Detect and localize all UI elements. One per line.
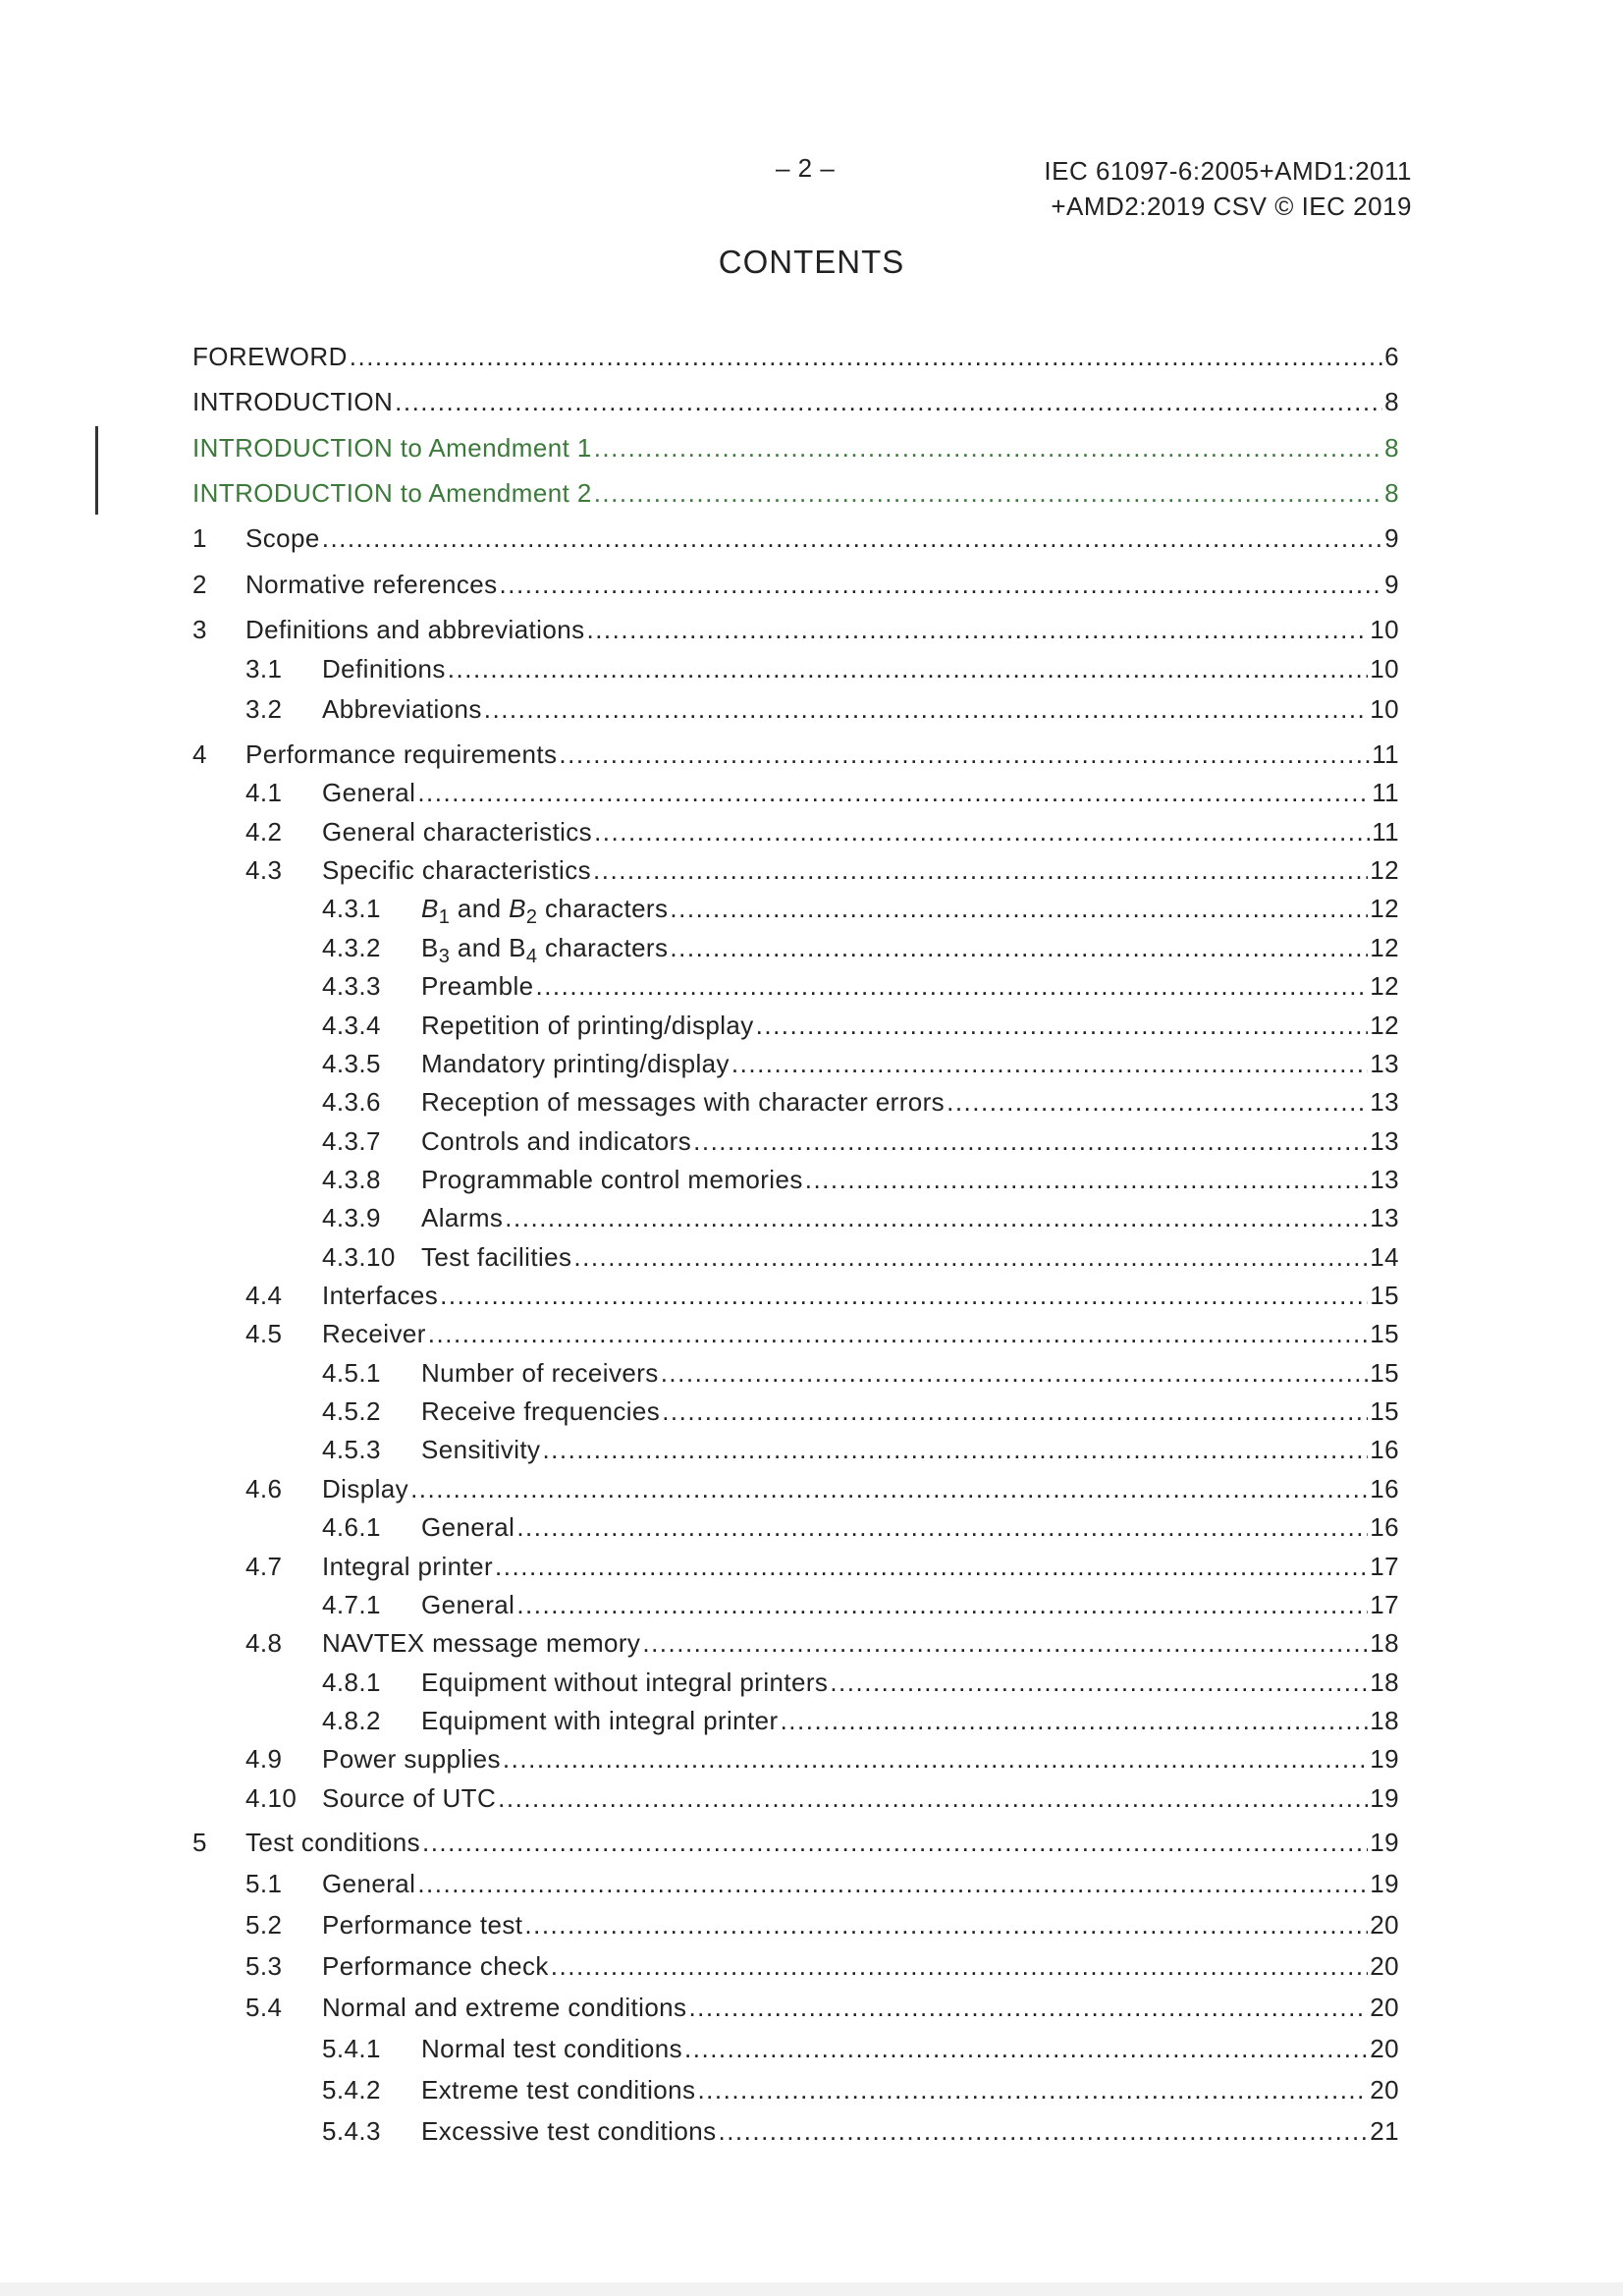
toc-entry-number: 4.6.1	[322, 1512, 381, 1542]
toc-entry-number: 5.4.3	[322, 2116, 381, 2146]
toc-entry[interactable]	[245, 1948, 1399, 1984]
toc-dot-leader	[505, 1200, 1368, 1235]
toc-dot-leader	[731, 1046, 1368, 1081]
toc-entry-title: Equipment without integral printers	[421, 1667, 829, 1697]
toc-dot-leader	[524, 1907, 1368, 1942]
toc-entry-number: 4.3.8	[322, 1165, 381, 1194]
toc-entry[interactable]	[245, 1907, 1399, 1942]
toc-entry[interactable]	[245, 1866, 1399, 1901]
toc-entry-title: Integral printer	[322, 1552, 494, 1581]
toc-entry-title: Controls and indicators	[421, 1126, 692, 1156]
toc-entry-title: General	[421, 1512, 515, 1542]
toc-dot-leader	[503, 1741, 1368, 1777]
toc-entry[interactable]	[322, 1123, 1399, 1159]
change-bar	[95, 426, 98, 515]
toc-entry-number: 4.1	[245, 778, 283, 807]
toc-entry[interactable]	[322, 1200, 1399, 1235]
contents-title: CONTENTS	[718, 244, 905, 280]
toc-entry[interactable]	[322, 1432, 1399, 1467]
toc-entry-page: 12	[1370, 933, 1399, 962]
toc-entry-number: 4.5.2	[322, 1396, 381, 1426]
toc-dot-leader	[500, 567, 1383, 602]
toc-entry-title: Receiver	[322, 1319, 426, 1348]
toc-dot-leader	[410, 1471, 1368, 1506]
toc-entry-page: 10	[1370, 615, 1399, 644]
toc-entry[interactable]	[322, 2113, 1399, 2149]
toc-entry-number: 4.8.1	[322, 1667, 381, 1697]
toc-entry-number: 4.3.7	[322, 1126, 381, 1156]
toc-entry-number: 4.3.10	[322, 1242, 396, 1272]
toc-entry[interactable]	[322, 1665, 1399, 1700]
toc-dot-leader	[559, 737, 1370, 772]
toc-dot-leader	[594, 814, 1370, 849]
toc-dot-leader	[684, 2031, 1368, 2066]
toc-entry-title: Scope	[245, 523, 320, 553]
toc-dot-leader	[642, 1625, 1368, 1661]
toc-dot-leader	[688, 1990, 1368, 2025]
toc-entry-page: 15	[1370, 1281, 1399, 1310]
toc-entry-page: 15	[1370, 1396, 1399, 1426]
toc-dot-leader	[350, 339, 1382, 374]
toc-entry[interactable]	[322, 2031, 1399, 2066]
toc-entry[interactable]	[322, 1046, 1399, 1081]
toc-dot-leader	[448, 651, 1368, 686]
toc-entry-title: NAVTEX message memory	[322, 1628, 641, 1658]
toc-dot-leader	[542, 1432, 1368, 1467]
toc-entry-title: Performance requirements	[245, 739, 558, 769]
toc-entry-number: 4.8	[245, 1628, 283, 1658]
toc-entry-page: 17	[1370, 1552, 1399, 1581]
toc-entry-page: 16	[1370, 1435, 1399, 1464]
toc-entry-page: 15	[1370, 1319, 1399, 1348]
toc-entry-title: Reception of messages with character errors	[421, 1087, 946, 1117]
toc-entry-number: 4	[192, 739, 207, 769]
toc-entry-page: 12	[1370, 894, 1399, 923]
toc-entry-title: Definitions and abbreviations	[245, 615, 585, 644]
toc-entry-title: Test conditions	[245, 1828, 420, 1857]
toc-dot-leader	[417, 775, 1370, 810]
toc-entry-page: 11	[1372, 817, 1399, 847]
toc-entry[interactable]	[245, 1990, 1399, 2025]
toc-entry-number: 4.10	[245, 1783, 298, 1813]
toc-entry-page: 15	[1370, 1358, 1399, 1388]
toc-entry-page: 13	[1370, 1049, 1399, 1078]
toc-dot-leader	[422, 1825, 1368, 1860]
toc-entry-number: 4.3.4	[322, 1011, 381, 1040]
toc-dot-leader	[697, 2072, 1368, 2107]
toc-entry-page: 9	[1384, 570, 1399, 599]
toc-dot-leader	[516, 1509, 1368, 1545]
toc-entry[interactable]	[322, 1162, 1399, 1197]
toc-entry-title: Interfaces	[322, 1281, 439, 1310]
toc-entry[interactable]	[322, 1239, 1399, 1275]
toc-entry-title: Normal and extreme conditions	[322, 1993, 687, 2022]
toc-dot-leader	[594, 430, 1382, 465]
toc-entry-number: 3.2	[245, 694, 283, 724]
toc-entry-title: Source of UTC	[322, 1783, 497, 1813]
toc-dot-leader	[322, 520, 1382, 556]
toc-entry-title: Equipment with integral printer	[421, 1706, 779, 1735]
toc-entry-number: 4.3.1	[322, 894, 381, 923]
document-reference-line-2: +AMD2:2019 CSV © IEC 2019	[1051, 191, 1412, 221]
toc-entry[interactable]	[322, 1084, 1399, 1120]
document-reference	[1044, 153, 1412, 224]
toc-entry-title: Repetition of printing/display	[421, 1011, 754, 1040]
toc-entry-title: Alarms	[421, 1203, 504, 1232]
toc-dot-leader	[661, 1355, 1369, 1391]
toc-entry-page: 17	[1370, 1590, 1399, 1619]
toc-dot-leader	[498, 1780, 1368, 1816]
toc-entry-title: Display	[322, 1474, 409, 1503]
toc-dot-leader	[670, 930, 1368, 965]
toc-entry[interactable]	[192, 1825, 1399, 1860]
toc-entry-page: 20	[1370, 2075, 1399, 2105]
toc-entry-page: 12	[1370, 855, 1399, 885]
toc-entry[interactable]	[322, 1703, 1399, 1738]
toc-entry[interactable]	[322, 1008, 1399, 1043]
toc-entry[interactable]	[322, 1355, 1399, 1391]
toc-entry[interactable]	[322, 968, 1399, 1004]
toc-entry-title: Normative references	[245, 570, 498, 599]
toc-entry-title: Number of receivers	[421, 1358, 659, 1388]
toc-entry[interactable]	[192, 737, 1399, 772]
toc-entry-title: Performance check	[322, 1951, 549, 1981]
toc-entry-page: 13	[1370, 1126, 1399, 1156]
toc-entry-title: General	[421, 1590, 515, 1619]
toc-entry-title: INTRODUCTION	[192, 387, 394, 416]
toc-entry-title: General characteristics	[322, 817, 593, 847]
toc-entry-title: Normal test conditions	[421, 2034, 683, 2063]
toc-entry-title: General	[322, 778, 416, 807]
toc-entry-page: 6	[1384, 342, 1399, 371]
toc-entry-page: 20	[1370, 1993, 1399, 2022]
page-number: – 2 –	[776, 153, 836, 183]
toc-entry-page: 13	[1370, 1165, 1399, 1194]
toc-entry-page: 19	[1370, 1783, 1399, 1813]
toc-entry-title: Definitions	[322, 654, 446, 683]
toc-entry[interactable]	[322, 930, 1399, 968]
toc-entry[interactable]	[245, 1625, 1399, 1661]
toc-entry[interactable]	[245, 814, 1399, 849]
toc-entry-title: Test facilities	[421, 1242, 572, 1272]
toc-entry[interactable]	[192, 475, 1399, 511]
toc-entry-page: 11	[1372, 778, 1399, 807]
toc-entry-number: 4.3.5	[322, 1049, 381, 1078]
toc-entry-title: Extreme test conditions	[421, 2075, 696, 2105]
toc-entry-title: Excessive test conditions	[421, 2116, 717, 2146]
toc-entry-page: 18	[1370, 1667, 1399, 1697]
toc-entry-number: 4.7	[245, 1552, 283, 1581]
toc-entry-number: 4.3	[245, 855, 283, 885]
toc-entry-title: Receive frequencies	[421, 1396, 661, 1426]
toc-entry-number: 4.5	[245, 1319, 283, 1348]
toc-entry-title: Specific characteristics	[322, 855, 592, 885]
toc-entry-number: 4.3.2	[322, 933, 381, 962]
toc-dot-leader	[573, 1239, 1368, 1275]
toc-entry-page: 21	[1370, 2116, 1399, 2146]
toc-entry-title: Performance test	[322, 1910, 523, 1940]
toc-entry-title: Preamble	[421, 971, 534, 1001]
toc-dot-leader	[428, 1316, 1368, 1351]
toc-entry[interactable]	[192, 567, 1399, 602]
toc-entry-page: 16	[1370, 1512, 1399, 1542]
toc-dot-leader	[516, 1587, 1368, 1622]
toc-entry[interactable]	[322, 1587, 1399, 1622]
toc-entry-title: General	[322, 1869, 416, 1898]
toc-entry[interactable]	[245, 1549, 1399, 1584]
toc-entry-page: 19	[1370, 1828, 1399, 1857]
toc-entry-number: 4.9	[245, 1744, 283, 1774]
toc-entry-number: 5.4.1	[322, 2034, 381, 2063]
toc-dot-leader	[551, 1948, 1368, 1984]
toc-entry-title: INTRODUCTION to Amendment 1	[192, 433, 592, 463]
toc-entry-title: Mandatory printing/display	[421, 1049, 730, 1078]
toc-entry-title: $B_3$ and $B_4$ characters	[421, 933, 669, 968]
toc-entry[interactable]	[245, 1316, 1399, 1351]
toc-entry-number: 5.2	[245, 1910, 283, 1940]
toc-entry-page: 14	[1370, 1242, 1399, 1272]
toc-entry-number: 3	[192, 615, 207, 644]
toc-entry[interactable]	[245, 775, 1399, 810]
toc-entry-number: 5	[192, 1828, 207, 1857]
toc-entry[interactable]	[192, 384, 1399, 419]
toc-entry[interactable]	[192, 612, 1399, 647]
toc-entry-number: 4.3.6	[322, 1087, 381, 1117]
toc-entry-title: Power supplies	[322, 1744, 501, 1774]
toc-dot-leader	[593, 852, 1368, 888]
toc-entry-title: Sensitivity	[421, 1435, 541, 1464]
toc-entry-page: 19	[1370, 1869, 1399, 1898]
toc-entry-page: 12	[1370, 1011, 1399, 1040]
toc-entry-number: 4.7.1	[322, 1590, 381, 1619]
toc-dot-leader	[756, 1008, 1369, 1043]
toc-dot-leader	[484, 691, 1369, 727]
toc-entry-page: 8	[1384, 387, 1399, 416]
toc-entry-page: 8	[1384, 433, 1399, 463]
toc-entry-number: 4.2	[245, 817, 283, 847]
toc-entry-number: 4.6	[245, 1474, 283, 1503]
toc-entry-page: 19	[1370, 1744, 1399, 1774]
toc-entry-number: 2	[192, 570, 207, 599]
toc-entry-page: 20	[1370, 1951, 1399, 1981]
toc-entry-page: 12	[1370, 971, 1399, 1001]
toc-entry-title: INTRODUCTION to Amendment 2	[192, 478, 592, 508]
toc-entry-number: 4.3.3	[322, 971, 381, 1001]
toc-entry-number: 4.8.2	[322, 1706, 381, 1735]
toc-entry[interactable]	[245, 1278, 1399, 1313]
toc-dot-leader	[417, 1866, 1368, 1901]
toc-entry-page: 18	[1370, 1628, 1399, 1658]
toc-dot-leader	[805, 1162, 1369, 1197]
toc-dot-leader	[670, 891, 1368, 926]
toc-entry[interactable]	[192, 430, 1399, 465]
toc-entry-number: 4.5.1	[322, 1358, 381, 1388]
toc-dot-leader	[693, 1123, 1368, 1159]
toc-entry[interactable]	[245, 691, 1399, 727]
toc-entry-number: 5.1	[245, 1869, 283, 1898]
toc-entry[interactable]	[192, 520, 1399, 556]
toc-entry-page: 16	[1370, 1474, 1399, 1503]
toc-entry-page: 20	[1370, 2034, 1399, 2063]
toc-entry[interactable]	[322, 891, 1399, 929]
toc-entry-title: FOREWORD	[192, 342, 348, 371]
toc-entry-number: 5.3	[245, 1951, 283, 1981]
document-reference-line-1: IEC 61097-6:2005+AMD1:2011	[1044, 156, 1412, 186]
toc-dot-leader	[830, 1665, 1368, 1700]
toc-entry[interactable]	[245, 1471, 1399, 1506]
toc-entry[interactable]	[245, 1741, 1399, 1777]
toc-dot-leader	[535, 968, 1368, 1004]
toc-entry[interactable]	[322, 1509, 1399, 1545]
toc-entry[interactable]	[322, 2072, 1399, 2107]
toc-entry[interactable]	[322, 1394, 1399, 1429]
toc-dot-leader	[662, 1394, 1368, 1429]
toc-entry[interactable]	[245, 852, 1399, 888]
toc-entry-page: 11	[1372, 739, 1399, 769]
toc-entry-number: 1	[192, 523, 207, 553]
toc-dot-leader	[718, 2113, 1368, 2149]
bottom-band	[0, 2282, 1623, 2296]
toc-entry-page: 13	[1370, 1087, 1399, 1117]
toc-entry-number: 4.4	[245, 1281, 283, 1310]
toc-entry-number: 4.3.9	[322, 1203, 381, 1232]
toc-dot-leader	[586, 612, 1368, 647]
toc-entry-number: 5.4	[245, 1993, 283, 2022]
toc-entry-page: 18	[1370, 1706, 1399, 1735]
toc-dot-leader	[947, 1084, 1368, 1120]
toc-entry-page: 10	[1370, 694, 1399, 724]
toc-entry-title: Abbreviations	[322, 694, 482, 724]
toc-dot-leader	[440, 1278, 1368, 1313]
toc-dot-leader	[594, 475, 1382, 511]
toc-entry[interactable]	[245, 651, 1399, 686]
toc-entry-number: 5.4.2	[322, 2075, 381, 2105]
toc-dot-leader	[495, 1549, 1368, 1584]
toc-entry-title: Programmable control memories	[421, 1165, 803, 1194]
toc-entry-page: 20	[1370, 1910, 1399, 1940]
toc-entry[interactable]	[245, 1780, 1399, 1816]
toc-entry-title: $B_1$ and $B_2$ characters	[421, 894, 669, 929]
toc-entry[interactable]	[192, 339, 1399, 374]
toc-entry-number: 4.5.3	[322, 1435, 381, 1464]
toc-entry-page: 9	[1384, 523, 1399, 553]
toc-entry-page: 10	[1370, 654, 1399, 683]
toc-dot-leader	[781, 1703, 1369, 1738]
toc-entry-page: 13	[1370, 1203, 1399, 1232]
toc-entry-number: 3.1	[245, 654, 283, 683]
toc-dot-leader	[395, 384, 1382, 419]
toc-entry-page: 8	[1384, 478, 1399, 508]
